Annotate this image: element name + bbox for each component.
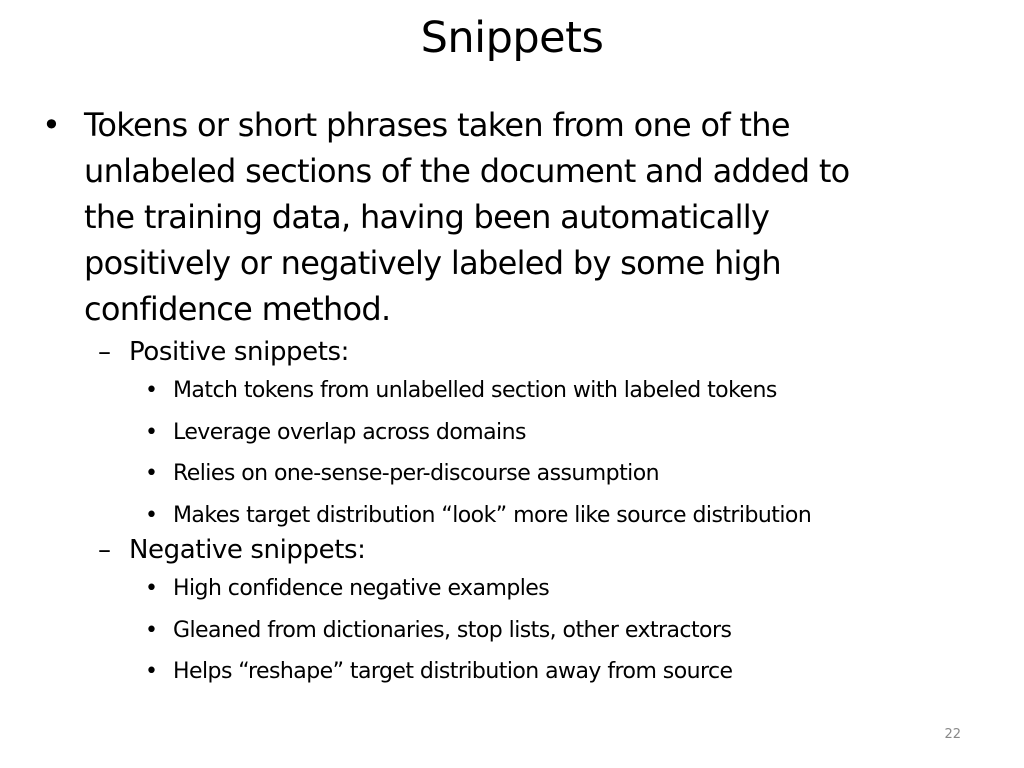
bullet-icon: • <box>145 617 158 643</box>
positive-snippets-heading <box>98 334 990 370</box>
bullet-icon: • <box>145 378 158 403</box>
list-item <box>143 453 990 495</box>
list-item-text: Gleaned from dictionaries, stop lists, other extractors <box>173 617 732 643</box>
list-item-text: Helps “reshape” target distribution away from source <box>173 659 733 684</box>
slide-number: 22 <box>944 727 961 742</box>
bullet-icon: • <box>145 461 158 486</box>
negative-snippets-heading <box>98 532 990 568</box>
list-item <box>143 370 990 412</box>
dash-icon: – <box>98 535 111 565</box>
positive-snippets-list <box>143 370 990 536</box>
list-item-text: Relies on one-sense-per-discourse assumption <box>173 461 660 486</box>
list-item <box>143 610 990 652</box>
bullet-icon: • <box>145 502 158 528</box>
main-bullet-line: confidence method. <box>84 290 391 328</box>
dash-icon: – <box>98 337 111 367</box>
list-item-text: High confidence negative examples <box>173 576 550 601</box>
list-item <box>143 651 990 693</box>
list-item-text: Leverage overlap across domains <box>173 419 526 445</box>
list-item <box>143 412 990 454</box>
main-bullet-line: positively or negatively labeled by some high <box>84 244 781 282</box>
positive-snippets-label: Positive snippets: <box>129 337 350 367</box>
main-bullet-line: Tokens or short phrases taken from one of the <box>84 106 790 144</box>
main-bullet-line: unlabeled sections of the document and added to <box>84 152 850 190</box>
bullet-icon: • <box>145 576 158 601</box>
bullet-icon: • <box>145 659 158 684</box>
main-bullet <box>40 102 990 332</box>
bullet-icon: • <box>42 106 61 144</box>
slide-title: Snippets <box>420 13 604 63</box>
bullet-icon: • <box>145 419 158 445</box>
list-item <box>143 495 990 537</box>
negative-snippets-label: Negative snippets: <box>129 535 366 565</box>
slide-content <box>40 102 990 693</box>
negative-snippets-list <box>143 568 990 693</box>
list-item <box>143 568 990 610</box>
main-bullet-line: the training data, having been automatically <box>84 198 770 236</box>
list-item-text: Match tokens from unlabelled section with labeled tokens <box>173 378 777 403</box>
list-item-text: Makes target distribution “look” more like source distribution <box>173 502 812 528</box>
